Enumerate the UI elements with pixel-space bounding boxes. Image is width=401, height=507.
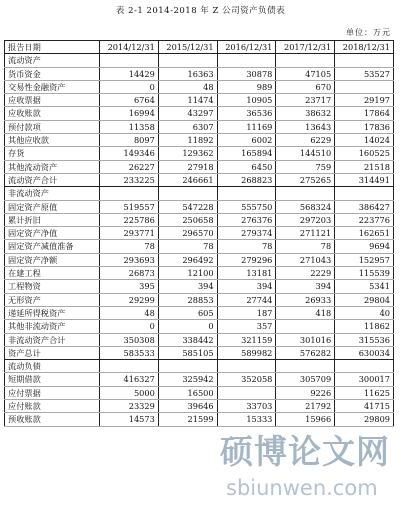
value-cell: 325942 — [158, 373, 217, 386]
value-cell: 357 — [217, 320, 276, 333]
value-cell: 0 — [100, 80, 159, 93]
section-row — [5, 54, 394, 67]
table-row — [5, 80, 394, 93]
value-cell: 28853 — [158, 293, 217, 306]
value-cell: 268823 — [217, 173, 276, 186]
value-cell: 36536 — [217, 107, 276, 120]
section-row — [5, 187, 394, 200]
value-cell: 15333 — [217, 413, 276, 426]
value-cell: 271121 — [276, 227, 335, 240]
value-cell: 14573 — [100, 413, 159, 426]
value-cell — [335, 187, 394, 200]
value-cell: 152957 — [335, 253, 394, 266]
table-row — [5, 120, 394, 133]
value-cell: 233225 — [100, 173, 159, 186]
table-row — [5, 94, 394, 107]
value-cell: 605 — [158, 306, 217, 319]
value-cell: 6002 — [217, 134, 276, 147]
table-row — [5, 267, 394, 280]
value-cell: 16994 — [100, 107, 159, 120]
table-row — [5, 320, 394, 333]
value-cell: 314491 — [335, 173, 394, 186]
row-label: 递延所得税资产 — [5, 306, 100, 319]
value-cell: 989 — [217, 80, 276, 93]
table-row — [5, 373, 394, 386]
value-cell: 27918 — [158, 160, 217, 173]
value-cell: 149346 — [100, 147, 159, 160]
row-label: 流动负债 — [5, 360, 100, 373]
row-label: 应付票据 — [5, 386, 100, 399]
value-cell: 5341 — [335, 280, 394, 293]
table-row — [5, 253, 394, 266]
value-cell — [276, 187, 335, 200]
table-row — [5, 67, 394, 80]
row-label: 固定资产减值准备 — [5, 240, 100, 253]
row-label: 非流动资产 — [5, 187, 100, 200]
value-cell — [100, 360, 159, 373]
value-cell: 26227 — [100, 160, 159, 173]
value-cell: 8097 — [100, 134, 159, 147]
value-cell: 11625 — [335, 386, 394, 399]
table-row — [5, 213, 394, 226]
value-cell: 568324 — [276, 200, 335, 213]
value-cell: 29804 — [335, 293, 394, 306]
value-cell — [335, 80, 394, 93]
value-cell — [335, 360, 394, 373]
value-cell: 416327 — [100, 373, 159, 386]
value-cell: 26933 — [276, 293, 335, 306]
total-row — [5, 173, 394, 186]
value-cell: 250658 — [158, 213, 217, 226]
header-cell: 2016/12/31 — [217, 41, 276, 54]
value-cell: 246661 — [158, 173, 217, 186]
row-label: 非流动资产合计 — [5, 333, 100, 346]
value-cell: 293693 — [100, 253, 159, 266]
value-cell: 223776 — [335, 213, 394, 226]
value-cell: 21792 — [276, 400, 335, 413]
table-row — [5, 227, 394, 240]
value-cell: 11358 — [100, 120, 159, 133]
value-cell: 165894 — [217, 147, 276, 160]
row-label: 工程物资 — [5, 280, 100, 293]
row-label: 预收账款 — [5, 413, 100, 426]
value-cell: 394 — [217, 280, 276, 293]
header-cell: 2017/12/31 — [276, 41, 335, 54]
value-cell: 13181 — [217, 267, 276, 280]
row-label: 预付款项 — [5, 120, 100, 133]
value-cell: 6764 — [100, 94, 159, 107]
table-row — [5, 306, 394, 319]
row-label: 固定资产原值 — [5, 200, 100, 213]
value-cell: 33703 — [217, 400, 276, 413]
row-label: 应付账款 — [5, 400, 100, 413]
table-row — [5, 333, 394, 346]
value-cell: 6307 — [158, 120, 217, 133]
value-cell: 53527 — [335, 67, 394, 80]
row-label: 流动资产合计 — [5, 173, 100, 186]
section-row — [5, 360, 394, 373]
table-body — [5, 54, 394, 426]
value-cell: 17864 — [335, 107, 394, 120]
value-cell: 394 — [276, 280, 335, 293]
value-cell: 275265 — [276, 173, 335, 186]
value-cell: 394 — [158, 280, 217, 293]
value-cell: 13643 — [276, 120, 335, 133]
value-cell: 162651 — [335, 227, 394, 240]
value-cell — [158, 360, 217, 373]
value-cell: 271043 — [276, 253, 335, 266]
row-label: 货币资金 — [5, 67, 100, 80]
value-cell — [276, 54, 335, 67]
table-row — [5, 240, 394, 253]
value-cell: 279374 — [217, 227, 276, 240]
value-cell: 418 — [276, 306, 335, 319]
value-cell — [217, 386, 276, 399]
value-cell: 225786 — [100, 213, 159, 226]
value-cell: 23717 — [276, 94, 335, 107]
value-cell: 21518 — [335, 160, 394, 173]
value-cell: 296492 — [158, 253, 217, 266]
value-cell: 279296 — [217, 253, 276, 266]
value-cell: 315536 — [335, 333, 394, 346]
value-cell: 9694 — [335, 240, 394, 253]
value-cell: 129362 — [158, 147, 217, 160]
value-cell — [158, 54, 217, 67]
value-cell: 0 — [100, 320, 159, 333]
value-cell: 21599 — [158, 413, 217, 426]
watermark-logo: 硕博论文网 — [220, 432, 390, 471]
value-cell: 41715 — [335, 400, 394, 413]
row-label: 在建工程 — [5, 267, 100, 280]
row-label: 无形资产 — [5, 293, 100, 306]
value-cell: 78 — [158, 240, 217, 253]
value-cell: 296570 — [158, 227, 217, 240]
row-label: 固定资产净值 — [5, 227, 100, 240]
value-cell: 16500 — [158, 386, 217, 399]
value-cell: 5000 — [100, 386, 159, 399]
value-cell: 12100 — [158, 267, 217, 280]
table-row — [5, 293, 394, 306]
value-cell: 386427 — [335, 200, 394, 213]
value-cell: 395 — [100, 280, 159, 293]
value-cell — [217, 187, 276, 200]
value-cell: 30878 — [217, 67, 276, 80]
value-cell: 39646 — [158, 400, 217, 413]
value-cell: 6450 — [217, 160, 276, 173]
row-label: 其他流动资产 — [5, 160, 100, 173]
value-cell — [276, 320, 335, 333]
value-cell: 29809 — [335, 413, 394, 426]
value-cell: 6229 — [276, 134, 335, 147]
value-cell: 352058 — [217, 373, 276, 386]
table-row — [5, 386, 394, 399]
value-cell: 160525 — [335, 147, 394, 160]
value-cell: 300017 — [335, 373, 394, 386]
value-cell: 519557 — [100, 200, 159, 213]
table-row — [5, 413, 394, 426]
watermark-url: sbiunwen.com — [226, 476, 378, 500]
table-row — [5, 147, 394, 160]
table-row — [5, 134, 394, 147]
value-cell: 48 — [100, 306, 159, 319]
value-cell: 11169 — [217, 120, 276, 133]
value-cell: 11862 — [335, 320, 394, 333]
value-cell: 29299 — [100, 293, 159, 306]
value-cell: 321159 — [217, 333, 276, 346]
value-cell: 144510 — [276, 147, 335, 160]
value-cell: 16363 — [158, 67, 217, 80]
value-cell: 10905 — [217, 94, 276, 107]
table-title: 表 2-1 2014-2018 年 Z 公司资产负债表 — [115, 6, 286, 16]
value-cell: 547228 — [158, 200, 217, 213]
value-cell: 583533 — [100, 346, 159, 359]
value-cell: 23329 — [100, 400, 159, 413]
header-cell: 2018/12/31 — [335, 41, 394, 54]
table-row — [5, 200, 394, 213]
row-label: 其他应收款 — [5, 134, 100, 147]
header-cell: 报告日期 — [5, 41, 100, 54]
value-cell: 297203 — [276, 213, 335, 226]
row-label: 累计折旧 — [5, 213, 100, 226]
value-cell: 48 — [158, 80, 217, 93]
value-cell — [276, 360, 335, 373]
value-cell: 555750 — [217, 200, 276, 213]
value-cell: 115539 — [335, 267, 394, 280]
table-row — [5, 160, 394, 173]
value-cell: 301016 — [276, 333, 335, 346]
value-cell: 2229 — [276, 267, 335, 280]
value-cell: 17836 — [335, 120, 394, 133]
value-cell: 40 — [335, 306, 394, 319]
value-cell — [100, 54, 159, 67]
value-cell: 38632 — [276, 107, 335, 120]
value-cell: 585105 — [158, 346, 217, 359]
table-row — [5, 400, 394, 413]
value-cell: 630034 — [335, 346, 394, 359]
row-label: 交易性金融资产 — [5, 80, 100, 93]
value-cell: 305709 — [276, 373, 335, 386]
value-cell: 759 — [276, 160, 335, 173]
value-cell: 187 — [217, 306, 276, 319]
header-cell: 2015/12/31 — [158, 41, 217, 54]
row-label: 固定资产净额 — [5, 253, 100, 266]
table-row — [5, 107, 394, 120]
balance-sheet-table — [4, 40, 394, 427]
value-cell: 27744 — [217, 293, 276, 306]
row-label: 资产总计 — [5, 346, 100, 359]
header-cell: 2014/12/31 — [100, 41, 159, 54]
value-cell: 78 — [100, 240, 159, 253]
value-cell — [100, 187, 159, 200]
value-cell: 11474 — [158, 94, 217, 107]
row-label: 存货 — [5, 147, 100, 160]
value-cell — [158, 187, 217, 200]
row-label: 应收账款 — [5, 107, 100, 120]
table-row — [5, 280, 394, 293]
value-cell: 293771 — [100, 227, 159, 240]
value-cell: 47105 — [276, 67, 335, 80]
row-label: 应收票据 — [5, 94, 100, 107]
row-label: 流动资产 — [5, 54, 100, 67]
value-cell — [217, 54, 276, 67]
value-cell: 589982 — [217, 346, 276, 359]
row-label: 其他非流动资产 — [5, 320, 100, 333]
value-cell: 0 — [158, 320, 217, 333]
unit-label: 单位：万元 — [346, 28, 391, 37]
row-label: 短期借款 — [5, 373, 100, 386]
value-cell: 78 — [217, 240, 276, 253]
value-cell: 14429 — [100, 67, 159, 80]
value-cell: 576282 — [276, 346, 335, 359]
value-cell: 26873 — [100, 267, 159, 280]
value-cell: 9226 — [276, 386, 335, 399]
value-cell: 11892 — [158, 134, 217, 147]
value-cell — [217, 360, 276, 373]
value-cell: 43297 — [158, 107, 217, 120]
value-cell: 14024 — [335, 134, 394, 147]
value-cell: 338442 — [158, 333, 217, 346]
value-cell — [335, 54, 394, 67]
total-row — [5, 346, 394, 359]
value-cell: 350308 — [100, 333, 159, 346]
value-cell: 15966 — [276, 413, 335, 426]
value-cell: 670 — [276, 80, 335, 93]
value-cell: 29197 — [335, 94, 394, 107]
value-cell: 78 — [276, 240, 335, 253]
header-row — [5, 41, 394, 54]
value-cell: 276376 — [217, 213, 276, 226]
